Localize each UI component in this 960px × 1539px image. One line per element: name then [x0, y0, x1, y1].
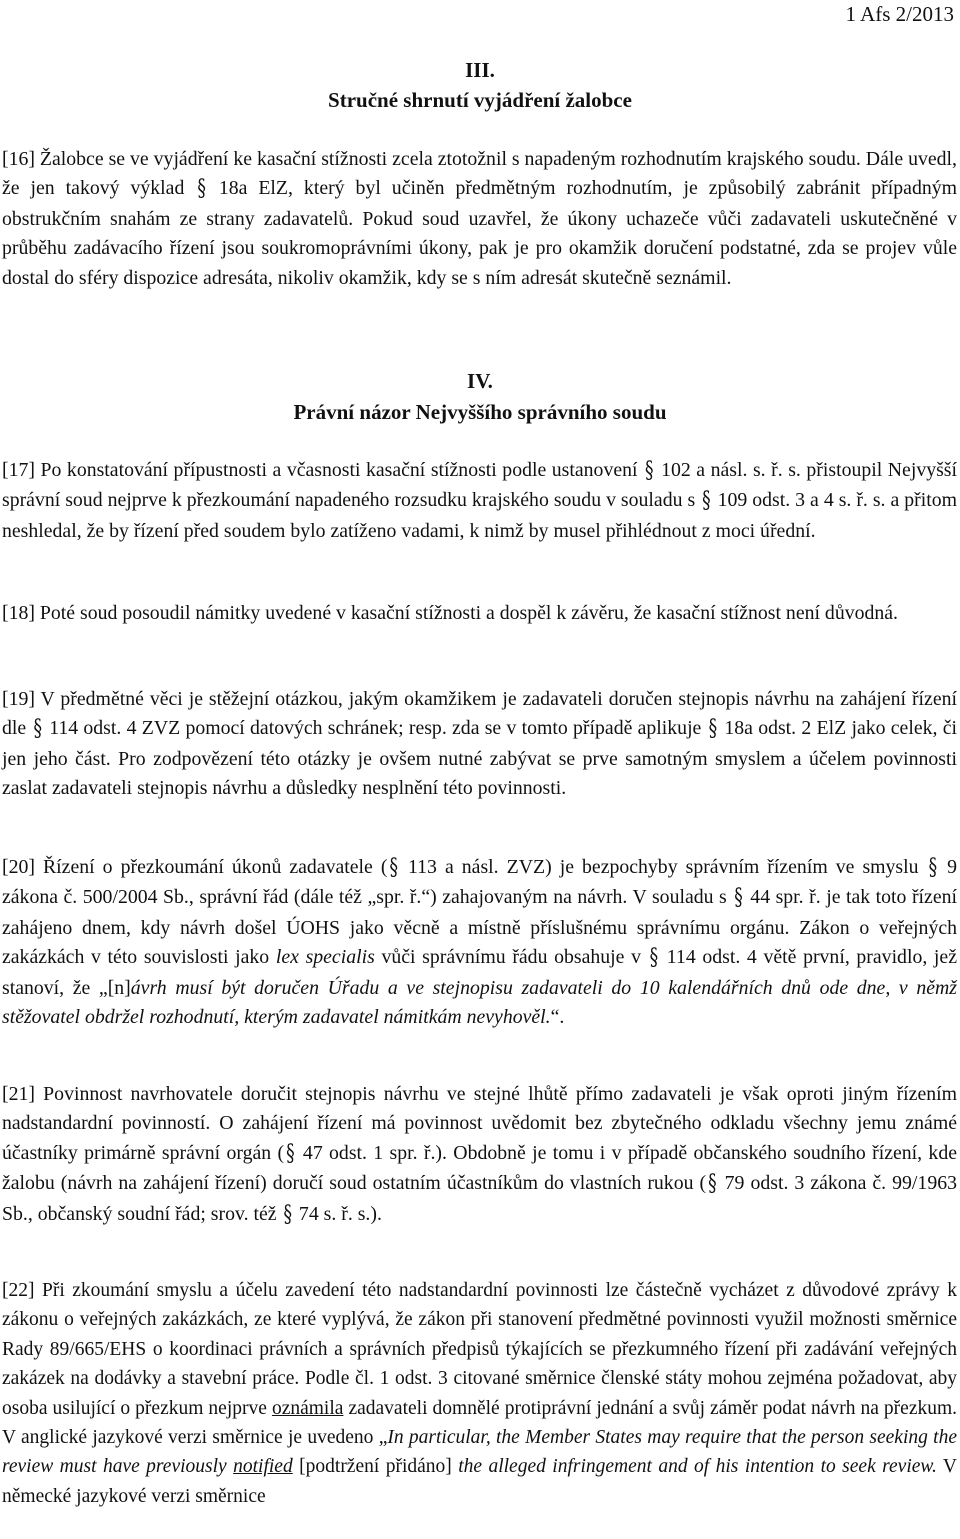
paragraph-20-quote: ávrh musí být doručen Úřadu a ve stejnopisu zadavateli do 10 kalendářních dnů ode dne, v němž stěžovatel obdržel rozhodnutí, kterým zadavatel námitkám nevyhověl.	[2, 976, 957, 1029]
paragraph-21-text-a: [21] Povinnost navrhovatele doručit stejnopis návrhu ve stejné lhůtě přímo zadavateli je však oproti jiným řízením nadstandardní povinností. O zahájení řízení má povinnost uvědomit bez zbytečného odkladu všechny jemu známé účastníky primárně správní orgán (	[2, 1083, 957, 1164]
paragraph-22-english-quote-end: the alleged infringement and of his intention to seek review.	[458, 1456, 937, 1478]
paragraph-19-text-c: 18a odst. 2 ElZ jako celek, či jen jeho část. Pro zodpovězení této otázky je ovšem nutné zabývat se prve samotným smyslem a účelem povinnosti zaslat zadavateli stejnopis návrhu a důsledky nesplnění této povinnosti.	[2, 717, 957, 800]
paragraph-22-english-quote: In particular, the Member States may require that the person seeking the review must have previously	[2, 1427, 957, 1478]
paragraph-17-text-c: 109 odst. 3 a 4 s. ř. s. a přitom neshledal, že by řízení před soudem bylo zatíženo vadami, k nimž by musel přihlédnout z moci úřední.	[2, 489, 957, 542]
paragraph-20-lex-specialis: lex specialis	[275, 946, 375, 969]
paragraph-20-text-i: “.	[550, 1006, 565, 1029]
case-reference: 1 Afs 2/2013	[845, 2, 954, 26]
paragraph-20-text-b: 113 a násl. ZVZ) je bezpochyby správním řízením ve smyslu	[408, 856, 919, 878]
paragraph-17	[2, 456, 957, 546]
paragraph-20-text-c: 9 zákona č. 500/2004 Sb., správní řád (dále též „spr. ř.“) zahajovaným na návrh. V souladu s	[2, 856, 957, 909]
paragraph-22-notified: notified	[233, 1456, 293, 1478]
section-number-iii: III.	[465, 58, 495, 82]
paragraph-19-text-a: [19] V předmětné věci je stěžejní otázkou, jakým okamžikem je zadavateli doručen stejnopis návrhu na zahájení řízení dle	[2, 688, 957, 740]
paragraph-16	[2, 145, 957, 293]
paragraph-22	[2, 1276, 957, 1511]
section-sign-icon: §	[734, 884, 743, 912]
section-sign-icon: §	[645, 457, 654, 485]
section-sign-icon: §	[708, 715, 718, 743]
paragraph-20-text-a: [20] Řízení o přezkoumání úkonů zadavatele (	[2, 856, 388, 878]
section-sign-icon: §	[708, 1170, 717, 1198]
paragraph-18	[2, 599, 957, 628]
section-sign-icon: §	[283, 1200, 292, 1228]
section-title-iii: Stručné shrnutí vyjádření žalobce	[328, 88, 632, 112]
paragraph-22-text-c: zadavateli domnělé protiprávní jednání a svůj záměr podat návrh na přezkum. V anglické jazykové verzi směrnice je uvedeno „	[2, 1397, 958, 1449]
paragraph-21-text-d: 74 s. ř. s.).	[298, 1202, 382, 1225]
paragraph-22-text-h: V německé jazykové verzi směrnice	[2, 1456, 958, 1507]
paragraph-16-text-a: [16] Žalobce se ve vyjádření ke kasační stížnosti zcela ztotožnil s napadeným rozhodnutím krajského soudu. Dále uvedl, že jen takový výklad	[2, 148, 957, 200]
section-sign-icon: §	[197, 175, 206, 203]
paragraph-20-text-f: vůči správnímu řádu obsahuje v	[381, 946, 641, 969]
paragraph-17-text-b: 102 a násl. s. ř. s. přistoupil Nejvyšší správní soud nejprve k přezkoumání napadeného rozsudku krajského soudu v souladu s	[2, 459, 958, 512]
paragraph-20-text-d: 44 spr. ř. je tak toto řízení zahájeno dnem, kdy návrh došel ÚOHS jako věcně a místně příslušnému správnímu orgánu. Zákon o veřejných zakázkách v této souvislosti jako	[2, 886, 957, 969]
section-sign-icon: §	[649, 944, 659, 972]
paragraph-22-text-f: [podtržení přidáno]	[299, 1456, 452, 1478]
paragraph-21	[2, 1080, 957, 1230]
section-sign-icon: §	[33, 715, 42, 743]
paragraph-21-text-b: 47 odst. 1 spr. ř.). Obdobně je tomu i v případě občanského soudního řízení, kde žalobu (návrh na zahájení řízení) doručí soud ostatním účastníkům do vlastních rukou (	[2, 1141, 957, 1195]
paragraph-22-text-a: [22] Při zkoumání smyslu a účelu zavedení této nadstandardní povinnosti lze částečně vycházet z důvodové zprávy k zákonu o veřejných zakázkách, ze které vyplývá, že zákon při stanovení předmětné povinnosti využil možnosti směrnice Rady 89/665/EHS o koordinaci právních a správních předpisů týkajících se přezkumného řízení při zadávání veřejných zakázek na dodávky a stavební práce. Podle čl. 1 odst. 3 citované směrnice členské státy mohou zejména požadovat, aby osoba usilující o přezkum nejprve	[2, 1280, 957, 1419]
paragraph-22-oznamila: oznámila	[271, 1397, 344, 1419]
paragraph-18-text-a: [18] Poté soud posoudil námitky uvedené v kasační stížnosti a dospěl k závěru, že kasační stížnost není důvodná.	[2, 602, 898, 624]
paragraph-17-text-a: [17] Po konstatování přípustnosti a včasnosti kasační stížnosti podle ustanovení	[2, 459, 638, 481]
paragraph-21-text-c: 79 odst. 3 zákona č. 99/1963 Sb., občanský soudní řád; srov. též	[2, 1172, 957, 1225]
section-sign-icon: §	[286, 1140, 295, 1168]
section-sign-icon: §	[389, 854, 398, 882]
section-sign-icon: §	[928, 854, 938, 882]
section-number-iv: IV.	[467, 369, 493, 393]
paragraph-20	[2, 853, 957, 1032]
paragraph-19-text-b: 114 odst. 4 ZVZ pomocí datových schránek; resp. zda se v tomto případě aplikuje	[49, 717, 702, 740]
section-sign-icon: §	[702, 487, 711, 515]
section-title-iv: Právní názor Nejvyššího správního soudu	[293, 400, 667, 424]
paragraph-20-text-g: 114 odst. 4 větě první, pravidlo, jež stanoví, že „[n]	[2, 946, 957, 999]
paragraph-19	[2, 685, 957, 804]
paragraph-16-text-b: 18a ElZ, který byl učiněn předmětným rozhodnutím, je způsobilý zabránit případným obstrukčním snahám ze strany zadavatelů. Pokud soud uzavřel, že úkony uchazeče vůči zadavateli uskutečněné v průběhu zadávacího řízení jsou soukromoprávními úkony, pak je pro okamžik doručení podstatné, zda se projev vůle dostal do sféry dispozice adresáta, nikoliv okamžik, kdy se s ním adresát skutečně seznámil.	[2, 177, 957, 289]
